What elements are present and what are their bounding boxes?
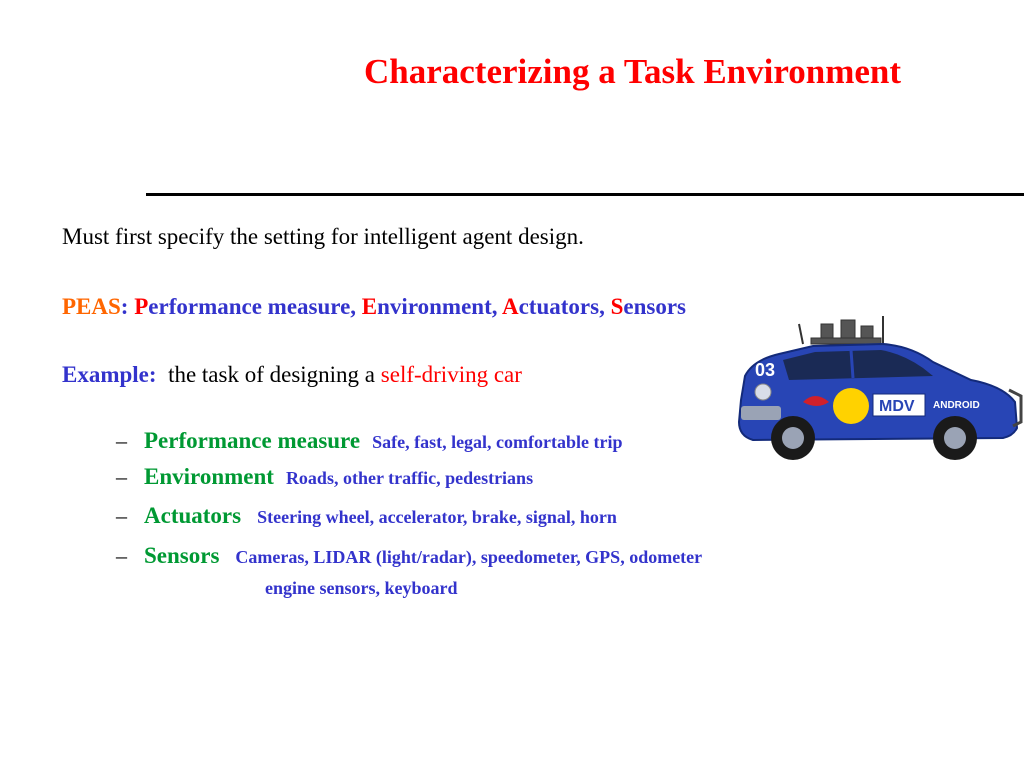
- bullet-desc: Roads, other traffic, pedestrians: [285, 468, 534, 488]
- bullet-desc: Steering wheel, accelerator, brake, signal, horn: [257, 507, 617, 527]
- bullet-dash: –: [116, 503, 127, 528]
- bullet-term: Performance measure: [144, 428, 361, 453]
- bullet-item: [116, 503, 617, 529]
- bullet-term: Sensors: [144, 543, 220, 568]
- example-label: Example:: [62, 362, 157, 387]
- bullet-term: Environment: [144, 464, 274, 489]
- sensors-continued: engine sensors, keyboard: [265, 578, 458, 598]
- roof-sensors: [799, 316, 883, 344]
- peas-s-rest: ensors: [623, 294, 686, 319]
- bullet-desc: Cameras, LIDAR (light/radar), speedometer, GPS, odometer: [235, 547, 703, 567]
- slide-title: Characterizing a Task Environment: [364, 52, 902, 91]
- peas-colon: :: [120, 294, 129, 319]
- peas-e-rest: nvironment,: [377, 294, 498, 319]
- peas-p-letter: P: [134, 294, 149, 319]
- self-driving-car-image: [733, 310, 1023, 470]
- bullet-item: [116, 428, 623, 454]
- example-text: the task of designing a: [168, 362, 376, 387]
- brand-text: ANDROID: [933, 400, 980, 411]
- sponsor-text: MDV: [879, 398, 915, 415]
- peas-a-letter: A: [501, 294, 519, 319]
- peas-label: PEAS: [62, 294, 121, 319]
- bullet-item: [116, 464, 533, 490]
- peas-a-rest: ctuators,: [518, 294, 605, 319]
- car-number: 03: [755, 360, 776, 380]
- bullet-dash: –: [116, 464, 127, 489]
- peas-s-letter: S: [610, 294, 624, 319]
- peas-line: [62, 294, 686, 320]
- bullet-dash: –: [116, 543, 127, 568]
- bullet-term: Actuators: [144, 503, 242, 528]
- example-highlight: self-driving car: [380, 362, 522, 387]
- peas-p-rest: erformance measure,: [148, 294, 357, 319]
- bullet-dash: –: [116, 428, 127, 453]
- peas-e-letter: E: [361, 294, 378, 319]
- example-line: [62, 362, 522, 388]
- title-divider: [146, 193, 1024, 196]
- bullet-item: [116, 543, 702, 569]
- intro-text: Must first specify the setting for intelligent agent design.: [62, 224, 584, 249]
- bullet-desc: Safe, fast, legal, comfortable trip: [372, 432, 623, 452]
